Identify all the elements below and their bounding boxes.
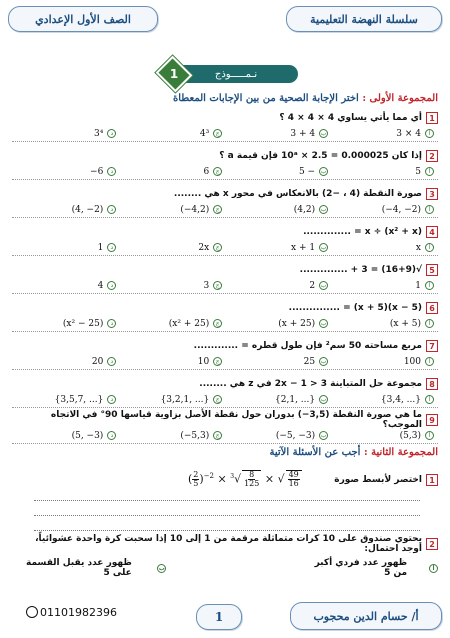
option-value: 5 (415, 166, 421, 177)
model-number: 1 (169, 67, 179, 81)
option-value: {3,2,1, ...} (160, 394, 210, 405)
option-ج[interactable] (122, 129, 222, 139)
option-label: ج (213, 129, 222, 138)
option-أ[interactable] (334, 395, 434, 405)
option-د[interactable] (16, 357, 116, 367)
options-row (12, 354, 438, 369)
option-label: د (107, 431, 116, 440)
question-text: إذا كان 0.000025 = 2.5 × 10ᵃ فإن قيمة a ؟ (219, 151, 422, 161)
option-أ[interactable] (334, 243, 434, 253)
part-b-label: ب (158, 564, 165, 572)
option-value: 1 (415, 280, 421, 291)
option-label: ب (320, 396, 327, 403)
option-د[interactable] (16, 281, 116, 291)
option-value: x (415, 242, 421, 253)
option-ج[interactable] (122, 431, 222, 441)
option-value: 100 (403, 356, 421, 367)
question-number: 3 (426, 188, 438, 200)
question-line (12, 536, 438, 552)
option-أ[interactable] (334, 319, 434, 329)
question-text: ما هي صورة النقطة (3,5−) بدوران حول نقطة الأصل بزاوية قياسها 90° في الاتجاه الموجب؟ (50, 410, 422, 430)
question-line (12, 412, 438, 428)
question-line (12, 262, 438, 278)
option-label: ب (320, 130, 327, 137)
question-2 (12, 148, 438, 180)
page-number: 1 (196, 604, 242, 630)
option-ب[interactable] (228, 167, 328, 177)
options-row (12, 126, 438, 141)
part-b (16, 558, 166, 578)
option-value: 3 (203, 280, 210, 291)
question-line (12, 148, 438, 164)
option-value: 3 × 4 (396, 128, 421, 139)
option-ب[interactable] (228, 319, 328, 329)
option-ج[interactable] (122, 281, 222, 291)
question-line (12, 338, 438, 354)
option-ب[interactable] (228, 395, 328, 405)
question-5 (12, 262, 438, 294)
question-line (12, 186, 438, 202)
option-د[interactable] (16, 395, 116, 405)
question-3 (12, 186, 438, 218)
option-label: د (107, 357, 116, 366)
option-value: (−4, −2) (381, 204, 421, 215)
part-a-text: ظهور عدد فردي أكبر من 5 (314, 558, 408, 578)
question-text: √(16+9) = 3 + .............. (299, 265, 422, 275)
option-value: (−5, −3) (275, 430, 316, 441)
question-1 (12, 110, 438, 142)
question-text: يحتوي صندوق على 10 كرات متماثلة مرقمة من 1 إلى 10 إذا سحبت كرة واحدة عشوائياً، أوجد احتمال: (35, 534, 422, 554)
question-text: مجموعة حل المتباينة 2x − 1 > 3 في z هي ........ (199, 379, 422, 389)
option-ج[interactable] (122, 167, 222, 177)
group2-title-red: المجموعة الثانية : (363, 447, 438, 458)
model-number-diamond (156, 56, 193, 93)
option-label: أ (425, 167, 434, 176)
option-label: أ (425, 395, 434, 404)
question-2-2 (12, 536, 438, 578)
option-label: ج (213, 395, 222, 404)
author-name: أ/ حسام الدين محجوب (290, 602, 442, 630)
question-6 (12, 300, 438, 332)
model-label: نـمـــــوذج (174, 65, 298, 83)
option-ب[interactable] (228, 431, 328, 441)
option-ب[interactable] (228, 129, 328, 139)
option-أ[interactable] (334, 205, 434, 215)
question-line (12, 110, 438, 126)
option-ب[interactable] (228, 205, 328, 215)
option-label: ج (213, 167, 222, 176)
option-value: (x² + 25) (168, 318, 210, 329)
option-value: {3,4, ...} (380, 394, 421, 405)
question-number: 7 (426, 340, 438, 352)
option-د[interactable] (16, 167, 116, 177)
option-label: أ (425, 431, 434, 440)
option-ج[interactable] (122, 205, 222, 215)
options-row (12, 428, 438, 443)
option-label: أ (425, 281, 434, 290)
option-value: (5,3) (399, 430, 421, 441)
option-value: {2,1, ...} (275, 394, 316, 405)
option-value: (4, −2) (71, 204, 104, 215)
option-ج[interactable] (122, 357, 222, 367)
question-number: 9 (426, 414, 438, 426)
option-value: (−5,3) (180, 430, 210, 441)
grade-title: الصف الأول الإعدادي (8, 6, 158, 32)
option-أ[interactable] (334, 167, 434, 177)
option-value: 3 + 4 (290, 128, 316, 139)
option-ب[interactable] (228, 357, 328, 367)
option-label: د (107, 167, 116, 176)
option-د[interactable] (16, 129, 116, 139)
option-د[interactable] (16, 431, 116, 441)
part-b-text: ظهور عدد يقبل القسمة على 5 (26, 558, 132, 578)
question-line (12, 376, 438, 392)
options-row (12, 164, 438, 179)
option-value: (5, −3) (71, 430, 104, 441)
options-row (12, 240, 438, 255)
option-value: (x² − 25) (62, 318, 104, 329)
option-value: (x + 5) (389, 318, 421, 329)
option-label: أ (425, 357, 434, 366)
series-title: سلسلة النهضة التعليمية (286, 6, 442, 32)
options-row (12, 278, 438, 293)
option-label: ج (213, 281, 222, 290)
question-9 (12, 412, 438, 444)
option-label: ج (213, 357, 222, 366)
option-label: د (107, 243, 116, 252)
option-value: 2x (198, 242, 210, 253)
option-د[interactable] (16, 243, 116, 253)
question-line (12, 224, 438, 240)
option-د[interactable] (16, 319, 116, 329)
group1-title-red: المجموعة الأولى : (362, 93, 438, 104)
group1-title-blue: اختر الإجابة الصحية من بين الإجابات المعطاة (173, 93, 359, 104)
option-value: 3⁴ (93, 128, 104, 139)
options-row (12, 202, 438, 217)
question-text: أي مما يأتي يساوي 4 × 4 × 4 ؟ (279, 113, 422, 123)
question-number: 1 (426, 474, 438, 486)
option-value: 4 (97, 280, 104, 291)
option-value: (−4,2) (180, 204, 210, 215)
question-4 (12, 224, 438, 256)
option-value: 4³ (199, 128, 210, 139)
option-label: ب (320, 168, 327, 175)
part-a-label: أ (429, 564, 438, 573)
option-د[interactable] (16, 205, 116, 215)
option-label: أ (425, 243, 434, 252)
question-number: 6 (426, 302, 438, 314)
question-number: 5 (426, 264, 438, 276)
question-text: صورة النقطة (4 ، −2) بالانعكاس في محور x هي ........ (173, 189, 422, 199)
option-value: 5 − (298, 166, 316, 177)
group2-title-blue: أجب عن الأسئلة الآتية (269, 447, 361, 458)
option-label: ج (213, 205, 222, 214)
option-value: 20 (91, 356, 104, 367)
question-number: 2 (426, 538, 438, 550)
option-value: x + 1 (291, 242, 316, 253)
option-value: (4,2) (293, 204, 316, 215)
option-label: ب (320, 358, 327, 365)
option-label: ب (320, 206, 327, 213)
question-number: 8 (426, 378, 438, 390)
option-label: د (107, 395, 116, 404)
option-ج[interactable] (122, 319, 222, 329)
group2-title (269, 447, 438, 458)
option-label: ج (213, 243, 222, 252)
part-a (306, 558, 438, 578)
option-ب[interactable] (228, 281, 328, 291)
question-7 (12, 338, 438, 370)
simplify-expression: ( $\frac{2}{5}$ )$^{-2}$ × $^3$√ $\frac{8}{125}$ × √ $\frac{49}{16}$ (188, 470, 302, 488)
option-label: د (107, 281, 116, 290)
option-value: −6 (90, 166, 104, 177)
options-row (12, 316, 438, 331)
probability-parts (12, 558, 438, 578)
option-label: ج (213, 431, 222, 440)
option-value: (x + 25) (278, 318, 316, 329)
question-number: 2 (426, 150, 438, 162)
option-أ[interactable] (334, 431, 434, 441)
option-أ[interactable] (334, 129, 434, 139)
option-label: ب (320, 432, 327, 439)
option-label: أ (425, 319, 434, 328)
option-label: ب (320, 282, 327, 289)
option-label: ب (320, 244, 327, 251)
option-value: 25 (303, 356, 316, 367)
option-value: 1 (97, 242, 104, 253)
phone-text: 01101982396 (40, 606, 117, 619)
question-text: مربع مساحته 50 سم² فإن طول قطره = ............. (193, 341, 422, 351)
answer-line (34, 500, 420, 501)
phone-number (26, 606, 117, 619)
option-label: د (107, 319, 116, 328)
option-label: أ (425, 129, 434, 138)
option-value: 6 (203, 166, 210, 177)
option-label: د (107, 205, 116, 214)
option-label: أ (425, 205, 434, 214)
option-ج[interactable] (122, 243, 222, 253)
options-row (12, 392, 438, 407)
option-label: ج (213, 319, 222, 328)
question-text: اختصر لأبسط صورة (334, 475, 422, 485)
option-label: د (107, 129, 116, 138)
question-number: 1 (426, 112, 438, 124)
whatsapp-icon (26, 606, 38, 618)
option-value: {3,5,7, ...} (54, 394, 104, 405)
option-أ[interactable] (334, 281, 434, 291)
question-line (12, 300, 438, 316)
option-ج[interactable] (122, 395, 222, 405)
option-أ[interactable] (334, 357, 434, 367)
option-ب[interactable] (228, 243, 328, 253)
answer-line (34, 515, 420, 516)
group1-title (173, 93, 438, 104)
question-number: 4 (426, 226, 438, 238)
question-text: (x² + x) ÷ x = .............. (303, 227, 422, 237)
question-8 (12, 376, 438, 408)
model-badge (160, 62, 300, 86)
option-value: 10 (197, 356, 210, 367)
option-label: ب (320, 320, 327, 327)
option-value: 2 (309, 280, 316, 291)
question-text: (x − 5)(x + 5) = ............... (288, 303, 422, 313)
answer-line (34, 530, 420, 531)
